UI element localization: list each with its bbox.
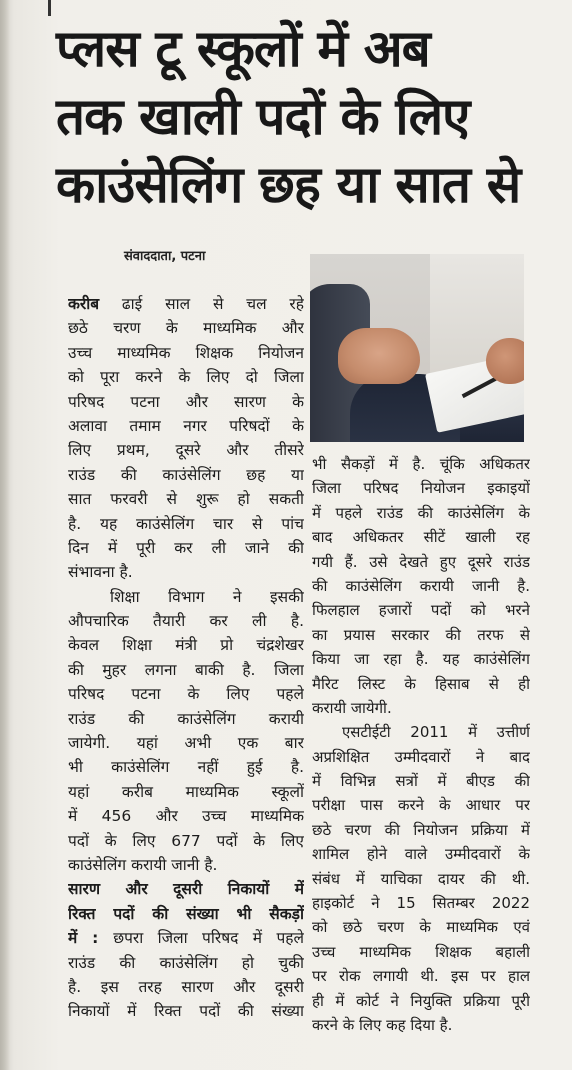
- paragraph-line: अप्रशिक्षित उम्मीदवारों ने बाद: [312, 747, 530, 766]
- paragraph-line: परिषद पटना के लिए पहले: [68, 685, 304, 704]
- paragraph-line: है. यह काउंसेलिंग चार से पांच: [68, 514, 304, 533]
- page-edge-shadow: [0, 0, 10, 1070]
- paragraph-line: पदों के लिए 677 पदों के लिए: [68, 831, 304, 850]
- paragraph-line: राउंड की काउंसेलिंग करायी: [68, 709, 304, 728]
- paragraph-line: बाद अधिकतर सीटें खाली रह: [312, 528, 530, 547]
- paragraph-line: केवल शिक्षा मंत्री प्रो चंद्रशेखर: [68, 636, 304, 655]
- paragraph-line: निकायों में रिक्त पदों की संख्या: [68, 1002, 304, 1021]
- paragraph-line: ही में कोर्ट ने नियुक्ति प्रक्रिया पूरी: [312, 991, 530, 1010]
- paragraph-line: भी काउंसेलिंग नहीं हुई है.: [68, 758, 304, 777]
- article-column-right: [312, 452, 530, 1037]
- paragraph-line: फिलहाल हजारों पदों को भरने: [312, 601, 530, 620]
- paragraph-line: को पूरा करने के लिए दो जिला: [68, 368, 304, 387]
- paragraph-line: उच्च माध्यमिक शिक्षक नियोजन: [68, 343, 304, 362]
- paragraph-line: गयी हैं. उसे देखते हुए दूसरे राउंड: [312, 552, 530, 571]
- article-photo: [310, 254, 524, 442]
- paragraph-line: में पहले राउंड की काउंसेलिंग के: [312, 503, 530, 522]
- paragraph-line: जायेगी. यहां अभी एक बार: [68, 734, 304, 753]
- paragraph-line: हाइकोर्ट ने 15 सितम्बर 2022: [312, 894, 530, 913]
- paragraph-line: भी सैकड़ों में है. चूंकि अधिकतर: [312, 455, 530, 473]
- paragraph-line: परीक्षा पास करने के आधार पर: [312, 796, 530, 815]
- paragraph-line: काउंसेलिंग करायी जानी है.: [68, 855, 218, 874]
- paragraph-line: राउंड की काउंसेलिंग छह या: [68, 465, 304, 484]
- paragraph-line: में : छपरा जिला परिषद में पहले: [68, 929, 304, 948]
- subheading-line: रिक्त पदों की संख्या भी सैकड़ों: [68, 904, 304, 923]
- paragraph-line: उच्च माध्यमिक शिक्षक बहाली: [312, 942, 530, 961]
- byline: संवाददाता, पटना: [124, 249, 206, 264]
- paragraph-line: छठे चरण के माध्यमिक और: [68, 319, 304, 338]
- paragraph-line: में विभिन्न सत्रों में बीएड की: [312, 772, 530, 791]
- paragraph-line: का प्रयास सरकार की तरफ से: [312, 625, 530, 644]
- paragraph-line: संबंध में याचिका दायर की थी.: [312, 869, 530, 888]
- paragraph-line: करने के लिए कह दिया है.: [312, 1015, 453, 1034]
- paragraph-line: अलावा तमाम नगर परिषदों के: [68, 416, 304, 435]
- subheading-tail: में :: [68, 929, 114, 948]
- paragraph-line: मैरिट लिस्ट के हिसाब से ही: [312, 674, 530, 693]
- headline-line: तक खाली पदों के लिए: [56, 88, 470, 147]
- paragraph-line: लिए प्रथम, दूसरे और तीसरे: [68, 441, 304, 460]
- paragraph-line: पर रोक लगायी थी. इस पर हाल: [312, 967, 530, 986]
- paragraph-line: सात फरवरी से शुरू हो सकती: [68, 490, 304, 509]
- headline-line: प्लस टू स्कूलों में अब: [56, 20, 430, 79]
- paragraph-line: है. इस तरह सारण और दूसरी: [68, 977, 304, 996]
- paragraph-line: एसटीईटी 2011 में उत्तीर्ण: [342, 723, 530, 742]
- lead-word: करीब: [68, 295, 100, 313]
- paragraph-line: औपचारिक तैयारी कर ली है.: [68, 612, 304, 631]
- paragraph-line: राउंड की काउंसेलिंग हो चुकी: [68, 953, 304, 972]
- headline: [56, 16, 556, 220]
- paragraph-line: शामिल होने वाले उम्मीदवारों के: [312, 845, 530, 864]
- paragraph-line: जिला परिषद नियोजन इकाइयों: [312, 479, 530, 498]
- paragraph-line: करीब ढाई साल से चल रहे: [68, 295, 304, 313]
- photo-clasped-hands: [338, 328, 420, 384]
- paragraph-line: शिक्षा विभाग ने इसकी: [110, 587, 304, 606]
- fold-mark: [48, 0, 51, 16]
- paragraph-line: यहां करीब माध्यमिक स्कूलों: [68, 782, 304, 801]
- photo-interviewer-hand: [486, 338, 524, 384]
- paragraph-line: छठे चरण की नियोजन प्रक्रिया में: [312, 820, 530, 839]
- paragraph-line: दिन में पूरी कर ली जाने की: [68, 538, 304, 557]
- subheading-line: सारण और दूसरी निकायों में: [68, 880, 304, 899]
- paragraph-line: की मुहर लगना बाकी है. जिला: [68, 660, 304, 679]
- article-column-left: [68, 292, 304, 1024]
- paragraph-line: करायी जायेगी.: [312, 698, 392, 717]
- paragraph-line: की काउंसेलिंग करायी जानी है.: [312, 576, 530, 595]
- paragraph-line: परिषद पटना और सारण के: [68, 392, 304, 411]
- paragraph-line: में 456 और उच्च माध्यमिक: [68, 807, 304, 826]
- paragraph-line: संभावना है.: [68, 563, 133, 582]
- paragraph-line: किया जा रहा है. यह काउंसेलिंग: [312, 650, 530, 669]
- paragraph-line: को छठे चरण के माध्यमिक एवं: [312, 918, 530, 937]
- headline-line: काउंसेलिंग छह या सात से: [56, 156, 521, 215]
